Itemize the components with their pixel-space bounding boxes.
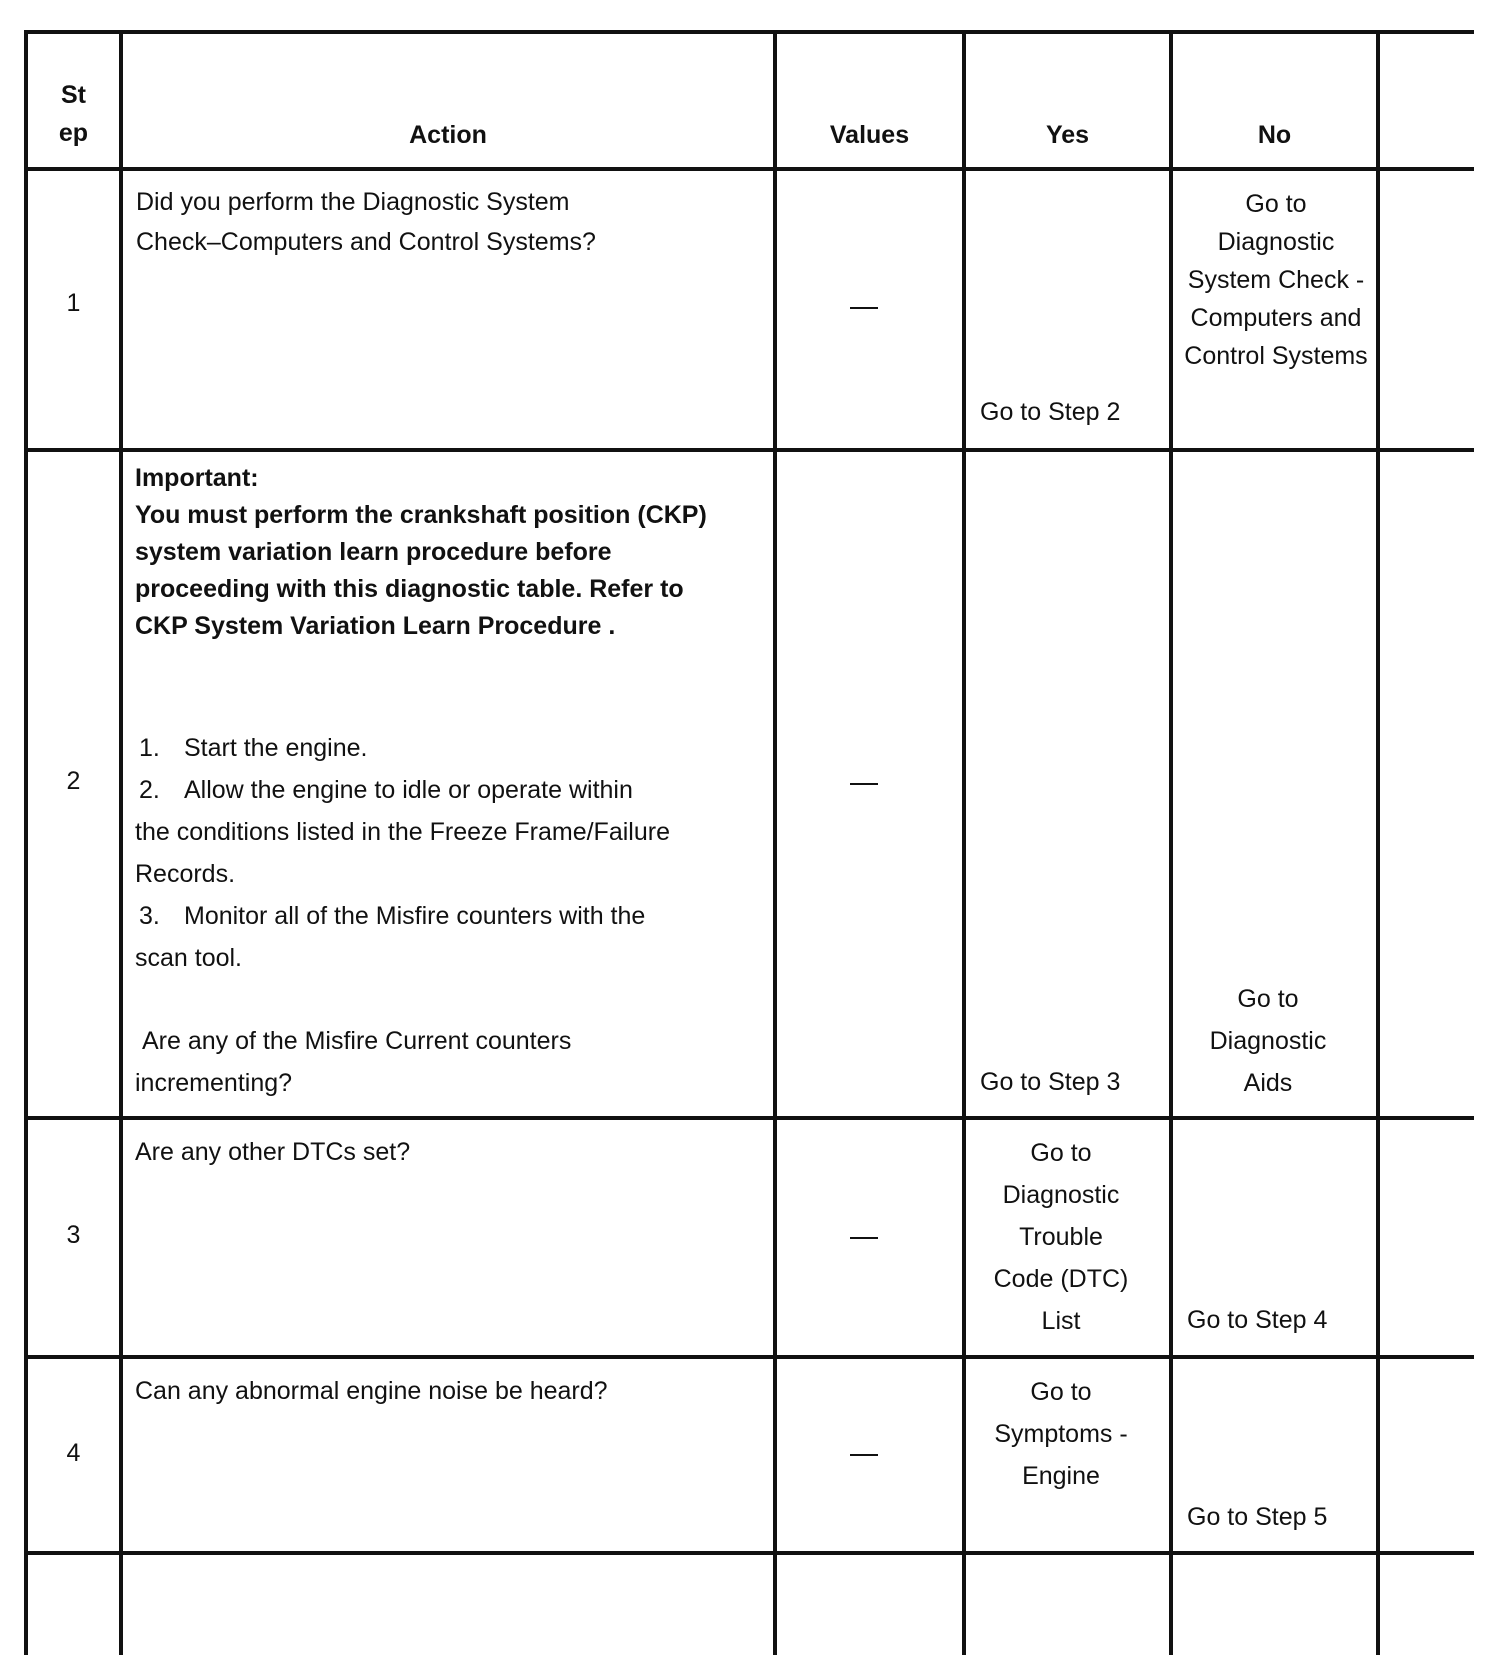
important-line: You must perform the crankshaft position (CKP) — [135, 501, 707, 529]
row4-no[interactable]: Go to Step 5 — [1187, 1503, 1328, 1531]
row4-yes-line: Engine — [1022, 1462, 1100, 1490]
row4-yes-line: Go to — [1030, 1378, 1092, 1406]
table-border-bottom — [24, 1551, 1474, 1555]
header-step-line1: St — [61, 81, 86, 109]
row2-no-line: Diagnostic — [1209, 1027, 1327, 1055]
row4-yes[interactable] — [966, 1371, 1156, 1497]
table-border-left — [24, 30, 28, 1655]
row4-step: 4 — [66, 1439, 81, 1467]
row3-yes[interactable] — [966, 1132, 1156, 1342]
row1-no-line: System Check - — [1187, 266, 1365, 294]
row1-values-dash — [850, 307, 878, 309]
column-divider-step — [119, 30, 123, 1655]
row1-yes[interactable]: Go to Step 2 — [980, 398, 1121, 426]
row1-no-line: Computers and — [1190, 304, 1362, 332]
row1-no[interactable] — [1173, 185, 1379, 375]
row4-action: Can any abnormal engine noise be heard? — [135, 1377, 608, 1405]
header-step-line2: ep — [58, 119, 89, 147]
row2-no[interactable] — [1173, 978, 1363, 1104]
important-line: proceeding with this diagnostic table. Refer to — [135, 575, 684, 603]
header-action: Action — [409, 121, 487, 149]
row-divider-1 — [24, 448, 1474, 452]
row1-action-line2: Check–Computers and Control Systems? — [136, 228, 596, 256]
procedure-step-2 — [135, 769, 770, 811]
procedure-step-number: 3. — [139, 902, 160, 930]
important-line: CKP System Variation Learn Procedure . — [135, 612, 616, 640]
row1-step: 1 — [66, 289, 81, 317]
header-step — [28, 76, 119, 152]
header-no: No — [1257, 121, 1292, 149]
row3-yes-line: List — [1041, 1307, 1081, 1335]
row3-yes-line: Diagnostic — [1002, 1181, 1120, 1209]
procedure-step-continuation: Records. — [135, 860, 236, 888]
table-border-top — [24, 30, 1474, 34]
row1-action-line1: Did you perform the Diagnostic System — [136, 188, 570, 216]
important-label: Important: — [135, 464, 259, 492]
important-line: system variation learn procedure before — [135, 538, 612, 566]
row1-no-line: Control Systems — [1184, 342, 1368, 370]
procedure-step-number: 1. — [139, 734, 160, 762]
column-divider-action — [773, 30, 777, 1655]
row2-no-line: Go to — [1237, 985, 1299, 1013]
procedure-step-text: Monitor all of the Misfire counters with the — [184, 902, 646, 930]
row-divider-2 — [24, 1116, 1474, 1120]
row2-step: 2 — [66, 767, 81, 795]
row3-step: 3 — [66, 1221, 81, 1249]
row1-no-line: Diagnostic — [1217, 228, 1335, 256]
procedure-step-continuation: scan tool. — [135, 944, 243, 972]
diagnostic-table — [24, 30, 1474, 1655]
row2-question-line1: Are any of the Misfire Current counters — [142, 1027, 572, 1055]
procedure-step-1 — [135, 727, 770, 769]
row2-question-line2: incrementing? — [135, 1069, 293, 1097]
procedure-step-number: 2. — [139, 776, 160, 804]
row2-no-line: Aids — [1243, 1069, 1293, 1097]
procedure-step-text: Start the engine. — [184, 734, 368, 762]
row3-action: Are any other DTCs set? — [135, 1138, 411, 1166]
row3-yes-line: Go to — [1030, 1139, 1092, 1167]
header-values: Values — [829, 121, 910, 149]
row-divider-header — [24, 167, 1474, 171]
row4-yes-line: Symptoms - — [994, 1420, 1128, 1448]
row4-values-dash — [850, 1454, 878, 1456]
header-yes: Yes — [1045, 121, 1090, 149]
row3-yes-line: Trouble — [1019, 1223, 1103, 1251]
row2-yes[interactable]: Go to Step 3 — [980, 1068, 1121, 1096]
row3-no[interactable]: Go to Step 4 — [1187, 1306, 1328, 1334]
row2-procedure — [135, 727, 770, 979]
row2-question — [135, 1020, 770, 1104]
row1-no-line: Go to — [1245, 190, 1307, 218]
row2-important-note — [135, 460, 770, 645]
row3-values-dash — [850, 1237, 878, 1239]
row1-action — [136, 182, 766, 262]
row2-values-dash — [850, 783, 878, 785]
row3-yes-line: Code (DTC) — [993, 1265, 1129, 1293]
procedure-step-continuation: the conditions listed in the Freeze Frame/Failure — [135, 818, 670, 846]
procedure-step-3 — [135, 895, 770, 937]
procedure-step-text: Allow the engine to idle or operate within — [184, 776, 633, 804]
row-divider-3 — [24, 1355, 1474, 1359]
